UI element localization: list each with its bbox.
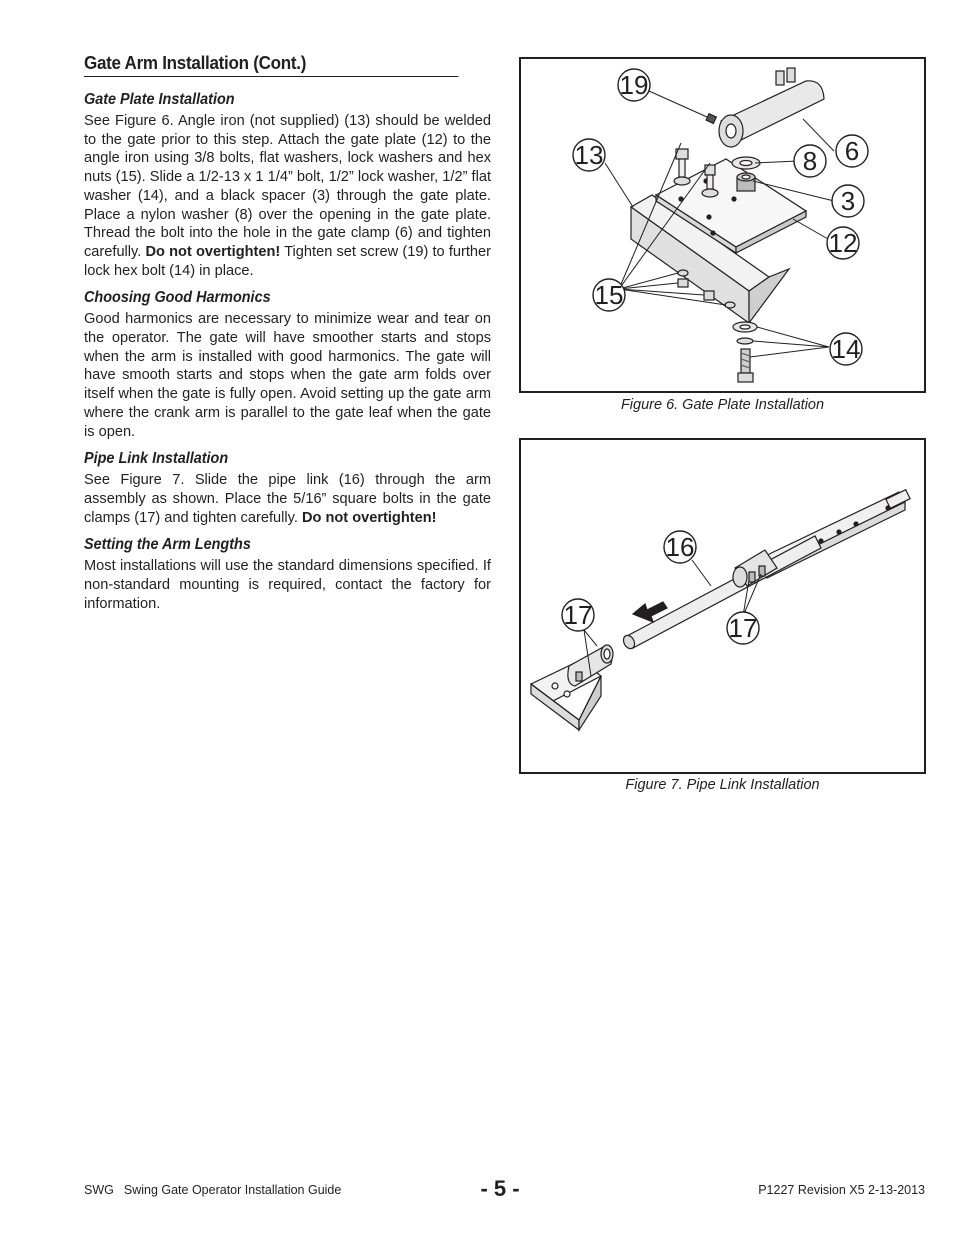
figure-7-caption: Figure 7. Pipe Link Installation [625,777,820,793]
section-body-arm-lengths: Most installations will use the standard dimensions specified. If non-standard mounting is required, contact the factory for information. [84,558,491,612]
callout-8: 8 [802,146,818,176]
section-title-gate-plate: Gate Plate Installation [84,91,235,108]
footer-revision: P1227 Revision X5 2-13-2013 [758,1183,925,1197]
figure-6-box [519,57,926,393]
page-heading: Gate Arm Installation (Cont.) [84,52,458,77]
figure-6-caption: Figure 6. Gate Plate Installation [620,397,825,413]
section-body-harmonics: Good harmonics are necessary to minimize wear and tear on the operator. The gate will have smoother starts and stops when the arm is installed with good harmonics. The gate will have smooth starts and stops when the gate arm folds over itself when the gate is fully open. Avoid setting up the gate arm where the crank arm is parallel to the gate leaf when the gate is open. [84,311,491,440]
section-body-pipe-link: See Figure 7. Slide the pipe link (16) through the arm assembly as shown. Place the 5/16” square bolts in the gate clamps (17) and tighten carefully. Do not overtighten! [84,472,491,526]
callout-16: 16 [665,532,695,562]
callout-17-left: 17 [563,600,593,630]
section-title-arm-lengths: Setting the Arm Lengths [84,536,251,554]
callout-6: 6 [844,136,860,166]
callout-15: 15 [594,280,624,310]
figure-7-box [519,438,926,774]
callout-14: 14 [831,334,861,364]
warning-text: Do not overtighten! [145,243,281,260]
callout-17-right: 17 [728,613,758,643]
warning-text: Do not overtighten! [301,509,437,526]
section-title-harmonics: Choosing Good Harmonics [84,289,271,307]
callout-19: 19 [619,70,649,100]
callout-12: 12 [828,228,858,258]
callout-13: 13 [574,140,604,170]
text-column [84,52,491,613]
footer-guide-title: Swing Gate Operator Installation Guide [123,1183,342,1197]
footer-left [84,1183,341,1197]
footer-code: SWG [84,1183,114,1197]
page-number: - 5 - [480,1176,520,1201]
section-title-pipe-link: Pipe Link Installation [84,450,229,468]
callout-3: 3 [840,186,856,216]
figure-6-drawing [521,59,924,391]
figure-7-drawing [521,440,924,772]
section-body-gate-plate: See Figure 6. Angle iron (not supplied) (13) should be welded to the gate prior to this step. Attach the gate plate (12) to the angle iron using 3/8 bolts, flat washers, lock washers and hex nuts (15). Slide a 1/2-13 x 1 1/4” bolt, 1/2” lock washer, 1/2” flat washer (14), and a black spacer (3) through the gate plate. Place a nylon washer (8) over the opening in the gate plate. Thread the bolt into the hole in the gate clamp (6) and tighten carefully. Do not overtighten! Tighten set screw (19) to further lock hex bolt (14) in place. [84,113,491,279]
